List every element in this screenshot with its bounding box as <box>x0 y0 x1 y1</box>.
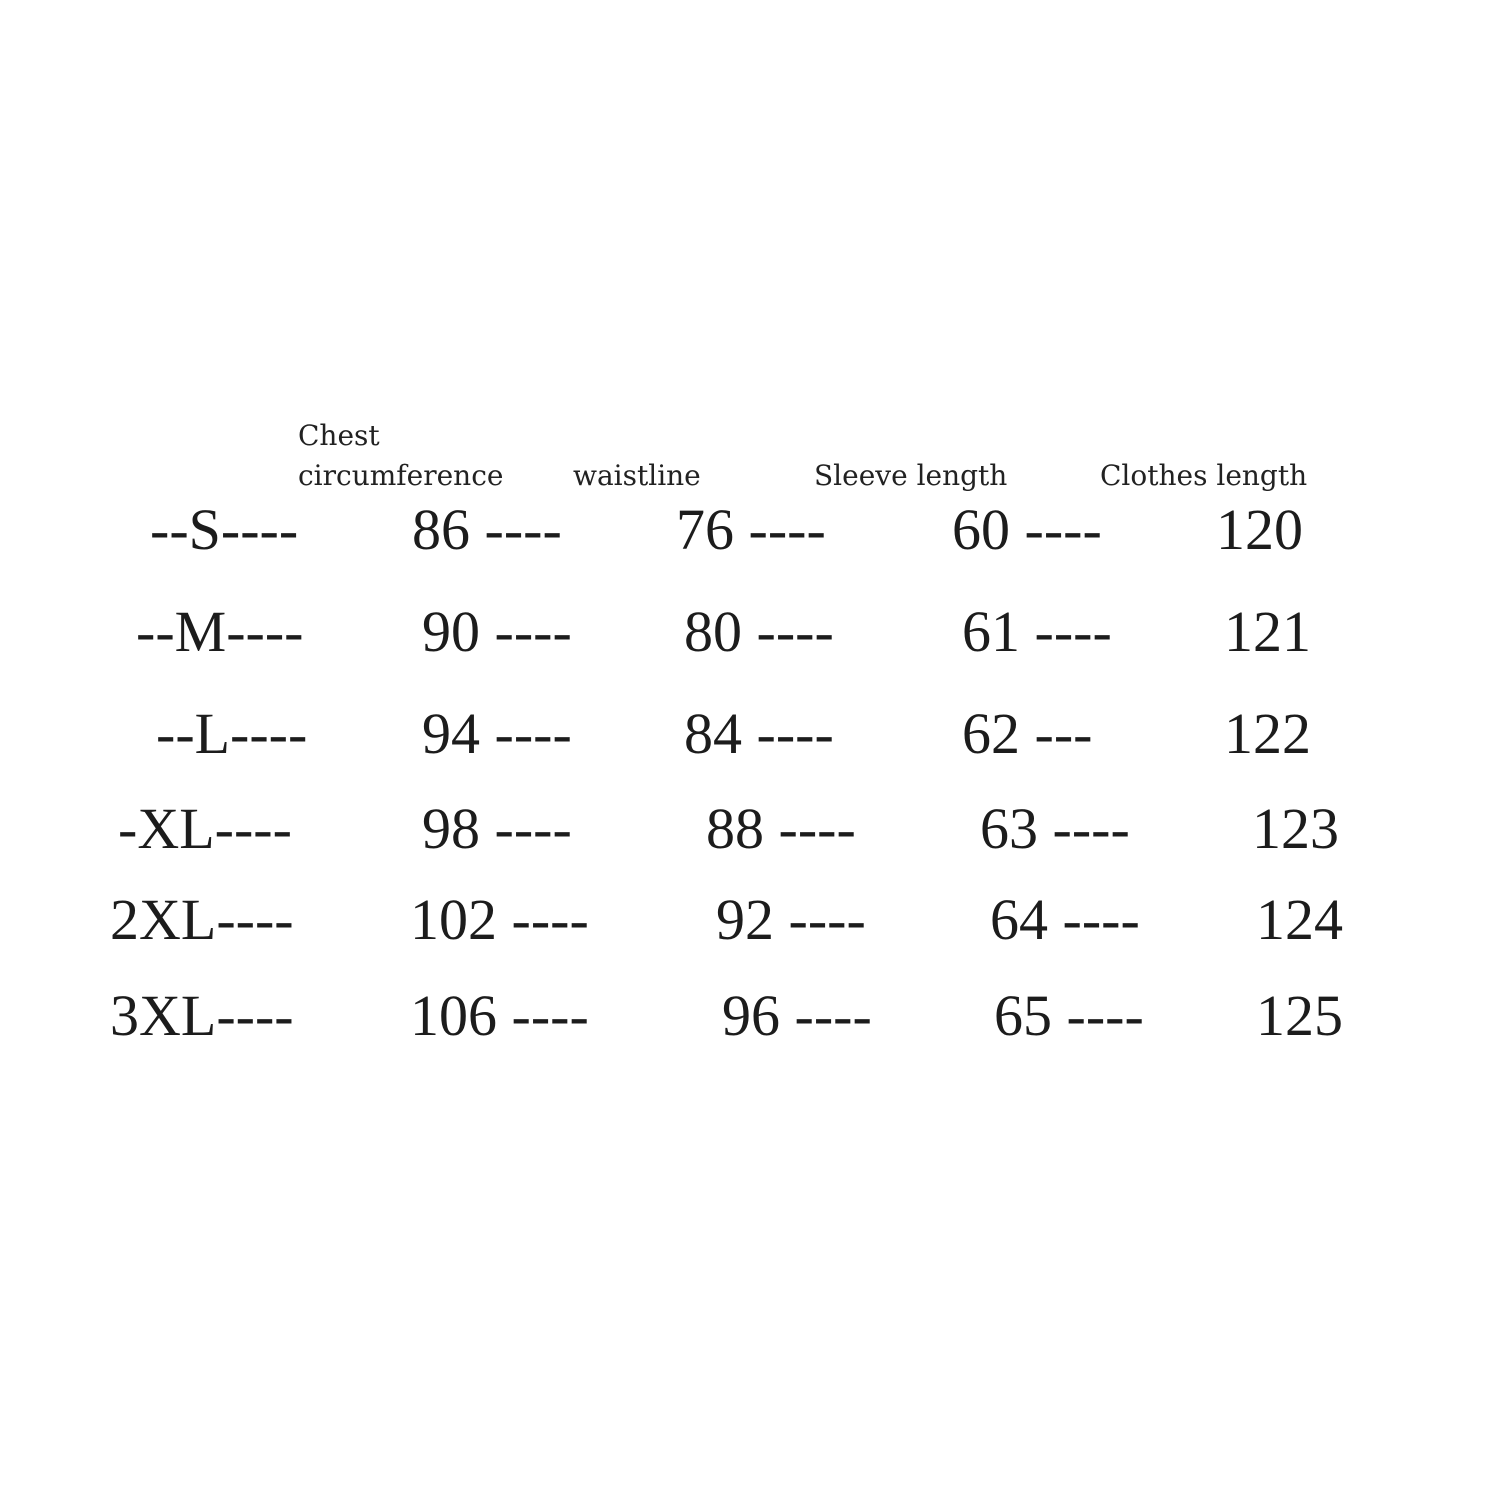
length-value: 123 <box>1252 796 1339 861</box>
chest-value: 94 ---- <box>422 701 572 766</box>
size-label: 3XL---- <box>110 983 294 1048</box>
header-sleeve-length: Sleeve length <box>814 459 1008 492</box>
sleeve-value: 61 ---- <box>962 599 1112 664</box>
length-value: 121 <box>1224 599 1311 664</box>
length-value: 122 <box>1224 701 1311 766</box>
chest-value: 98 ---- <box>422 796 572 861</box>
waist-value: 88 ---- <box>706 796 856 861</box>
header-waistline: waistline <box>573 459 701 492</box>
sleeve-value: 65 ---- <box>994 983 1144 1048</box>
header-clothes-length: Clothes length <box>1100 459 1308 492</box>
size-label: 2XL---- <box>110 887 294 952</box>
waist-value: 76 ---- <box>676 497 826 562</box>
chest-value: 90 ---- <box>422 599 572 664</box>
size-label: --M---- <box>136 599 304 664</box>
chest-value: 102 ---- <box>410 887 589 952</box>
waist-value: 80 ---- <box>684 599 834 664</box>
sleeve-value: 64 ---- <box>990 887 1140 952</box>
length-value: 124 <box>1256 887 1343 952</box>
header-chest-line2: circumference <box>298 459 504 492</box>
length-value: 125 <box>1256 983 1343 1048</box>
size-label: --L---- <box>156 701 308 766</box>
size-label: -XL---- <box>118 796 292 861</box>
length-value: 120 <box>1216 497 1303 562</box>
sleeve-value: 63 ---- <box>980 796 1130 861</box>
waist-value: 84 ---- <box>684 701 834 766</box>
waist-value: 96 ---- <box>722 983 872 1048</box>
sleeve-value: 62 --- <box>962 701 1093 766</box>
chest-value: 106 ---- <box>410 983 589 1048</box>
sleeve-value: 60 ---- <box>952 497 1102 562</box>
chest-value: 86 ---- <box>412 497 562 562</box>
header-chest-line1: Chest <box>298 419 380 452</box>
waist-value: 92 ---- <box>716 887 866 952</box>
size-label: --S---- <box>150 497 299 562</box>
